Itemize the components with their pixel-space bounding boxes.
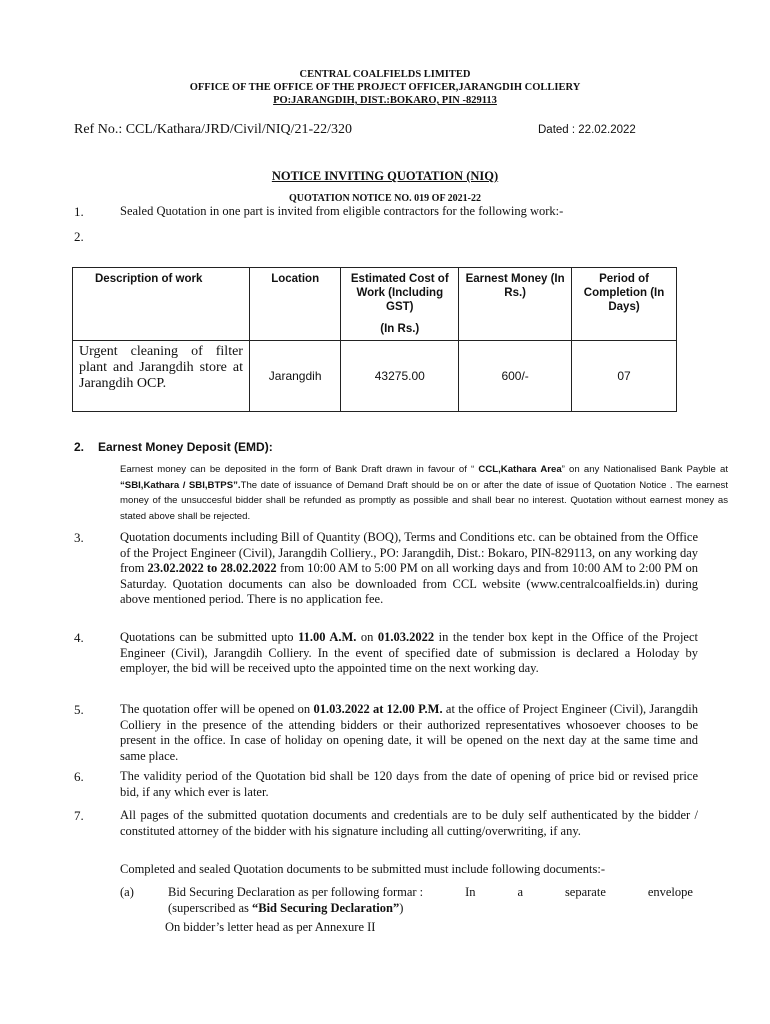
header-cost-line2: (In Rs.) <box>380 323 420 335</box>
item-4-time: 11.00 A.M. <box>298 630 357 644</box>
org-name: CENTRAL COALFIELDS LIMITED <box>299 69 471 80</box>
emd-payee: CCL,Kathara Area <box>478 464 562 475</box>
item-6-text: The validity period of the Quotation bid shall be 120 days from the date of opening of price bid or revised price bid, if any which ever is later. <box>120 769 698 799</box>
sub-item-a-text-b: (superscribed as <box>168 901 252 915</box>
sub-item-a-text-c: ) <box>399 901 404 915</box>
header-location: Location <box>249 268 340 341</box>
item-5-text-a: The quotation offer will be opened on <box>120 702 314 716</box>
emd-text-b: ” on any Nationalised Bank Payble at <box>561 464 729 475</box>
item-5-number: 5. <box>74 702 84 717</box>
header-period: Period of Completion (In Days) <box>572 268 677 341</box>
item-4-text-a: Quotations can be submitted upto <box>120 630 299 644</box>
emd-bank: “SBI,Kathara / SBI,BTPS”. <box>120 479 241 491</box>
header-description: Description of work <box>73 268 250 341</box>
cell-earnest-money: 600/- <box>459 341 572 412</box>
header-earnest-money: Earnest Money (In Rs.) <box>459 268 572 341</box>
item-4-text-b: on <box>356 630 378 644</box>
sub-item-a-label: (a) <box>120 885 134 899</box>
item-3-number: 3. <box>74 530 84 545</box>
notice-subtitle: QUOTATION NOTICE NO. 019 OF 2021-22 <box>288 193 482 204</box>
sub-item-a-text <box>168 884 693 916</box>
office-name: OFFICE OF THE OFFICE OF THE PROJECT OFFICER,JARANGDIH COLLIERY <box>189 82 581 93</box>
item-4-text <box>120 630 698 677</box>
item-3-text <box>120 530 698 608</box>
item-7-number: 7. <box>74 808 84 823</box>
cell-description: Urgent cleaning of filter plant and Jarangdih store at Jarangdih OCP. <box>73 341 250 412</box>
sub-item-a-line2 <box>168 900 693 916</box>
item-4-number: 4. <box>74 630 84 645</box>
cell-estimated-cost: 43275.00 <box>341 341 459 412</box>
sub-item-a-w3: separate <box>564 885 606 899</box>
item-5-text <box>120 702 698 764</box>
sub-item-a-w1: In <box>465 885 476 899</box>
header-cost-line1: Estimated Cost of Work (Including GST) <box>350 273 449 313</box>
item-4-date: 01.03.2022 <box>377 630 435 644</box>
item-1-number: 1. <box>74 204 84 219</box>
work-table <box>72 267 677 412</box>
item-3-dates: 23.02.2022 to 28.02.2022 <box>147 561 277 575</box>
emd-text <box>120 462 728 524</box>
sub-item-a-line1 <box>168 884 693 900</box>
header-estimated-cost <box>341 268 459 341</box>
emd-text-c: The date of issuance of Demand Draft should be on or after the date of issue of Quotation Notice . The earnest money of the unsuccesful bidder shall be refunded as promptly as possible and shall bear no interest. Quotation without earnest money as stated above shall be rejected. <box>120 479 728 522</box>
office-address-wrap <box>0 94 770 107</box>
emd-number: 2. <box>74 440 85 454</box>
item-5-text-b: at the office of Project Engineer (Civil), Jarangdih Colliery in the presence of the attending bidders or their authorized representatives whosoever chooses to be present in the office. In case of holiday on opening date, it will be opened on the next day at the same time and same place. <box>120 702 699 763</box>
sub-item-a-superscription: “Bid Securing Declaration” <box>252 901 400 915</box>
reference-number: Ref No.: CCL/Kathara/JRD/Civil/NIQ/21-22/320 <box>74 122 353 137</box>
item-2-number: 2. <box>74 229 84 244</box>
final-line: On bidder’s letter head as per Annexure II <box>165 920 376 934</box>
item-7-text: All pages of the submitted quotation documents and credentials are to be duly self authenticated by the bidder / constituted attorney of the bidder with his signature including all cutting/overwriting, if any. <box>120 808 698 838</box>
sub-item-a-text-a: Bid Securing Declaration as per following formar : <box>168 885 424 899</box>
emd-title: Earnest Money Deposit (EMD): <box>98 440 273 454</box>
item-7-followup: Completed and sealed Quotation documents to be submitted must include following documents:- <box>120 862 605 876</box>
item-5-opening: 01.03.2022 at 12.00 P.M. <box>313 702 443 716</box>
item-6-number: 6. <box>74 769 84 784</box>
cell-period: 07 <box>572 341 677 412</box>
office-address: PO:JARANGDIH, DIST.:BOKARO, PIN -829113 <box>273 95 497 106</box>
item-4-text-c: in the tender box kept in the Office of the Project Engineer (Civil), Jarangdih Colliery. In the event of specified date of submission is declared a Holoday by employer, the bid will be received upto the appointed time on the next working day. <box>120 630 698 675</box>
emd-text-a: Earnest money can be deposited in the form of Bank Draft drawn in favour of “ <box>120 464 479 475</box>
table-header-row <box>73 268 677 341</box>
sub-item-a-w4: envelope <box>647 885 693 899</box>
table-row <box>73 341 677 412</box>
cell-location: Jarangdih <box>249 341 340 412</box>
item-3-text-b: from 10:00 AM to 5:00 PM on all working days and from 10:00 AM to 2:00 PM on Saturday. Quotation documents can also be downloaded from CCL website (www.centralcoalfields.in) during above mentioned period. There is no application fee. <box>120 561 698 606</box>
item-3-text-a: Quotation documents including Bill of Quantity (BOQ), Terms and Conditions etc. can be obtained from the Office of the Project Engineer (Civil), Jarangdih Colliery., PO: Jarangdih, Dist.: Bokaro, PIN-829113, on any working day from <box>120 530 698 575</box>
sub-item-a-w2: a <box>517 885 523 899</box>
item-1-text: Sealed Quotation in one part is invited from eligible contractors for the following work:- <box>120 204 564 218</box>
notice-title: NOTICE INVITING QUOTATION (NIQ) <box>271 169 499 183</box>
emd-heading <box>74 440 273 454</box>
notice-date: Dated : 22.02.2022 <box>538 124 636 136</box>
